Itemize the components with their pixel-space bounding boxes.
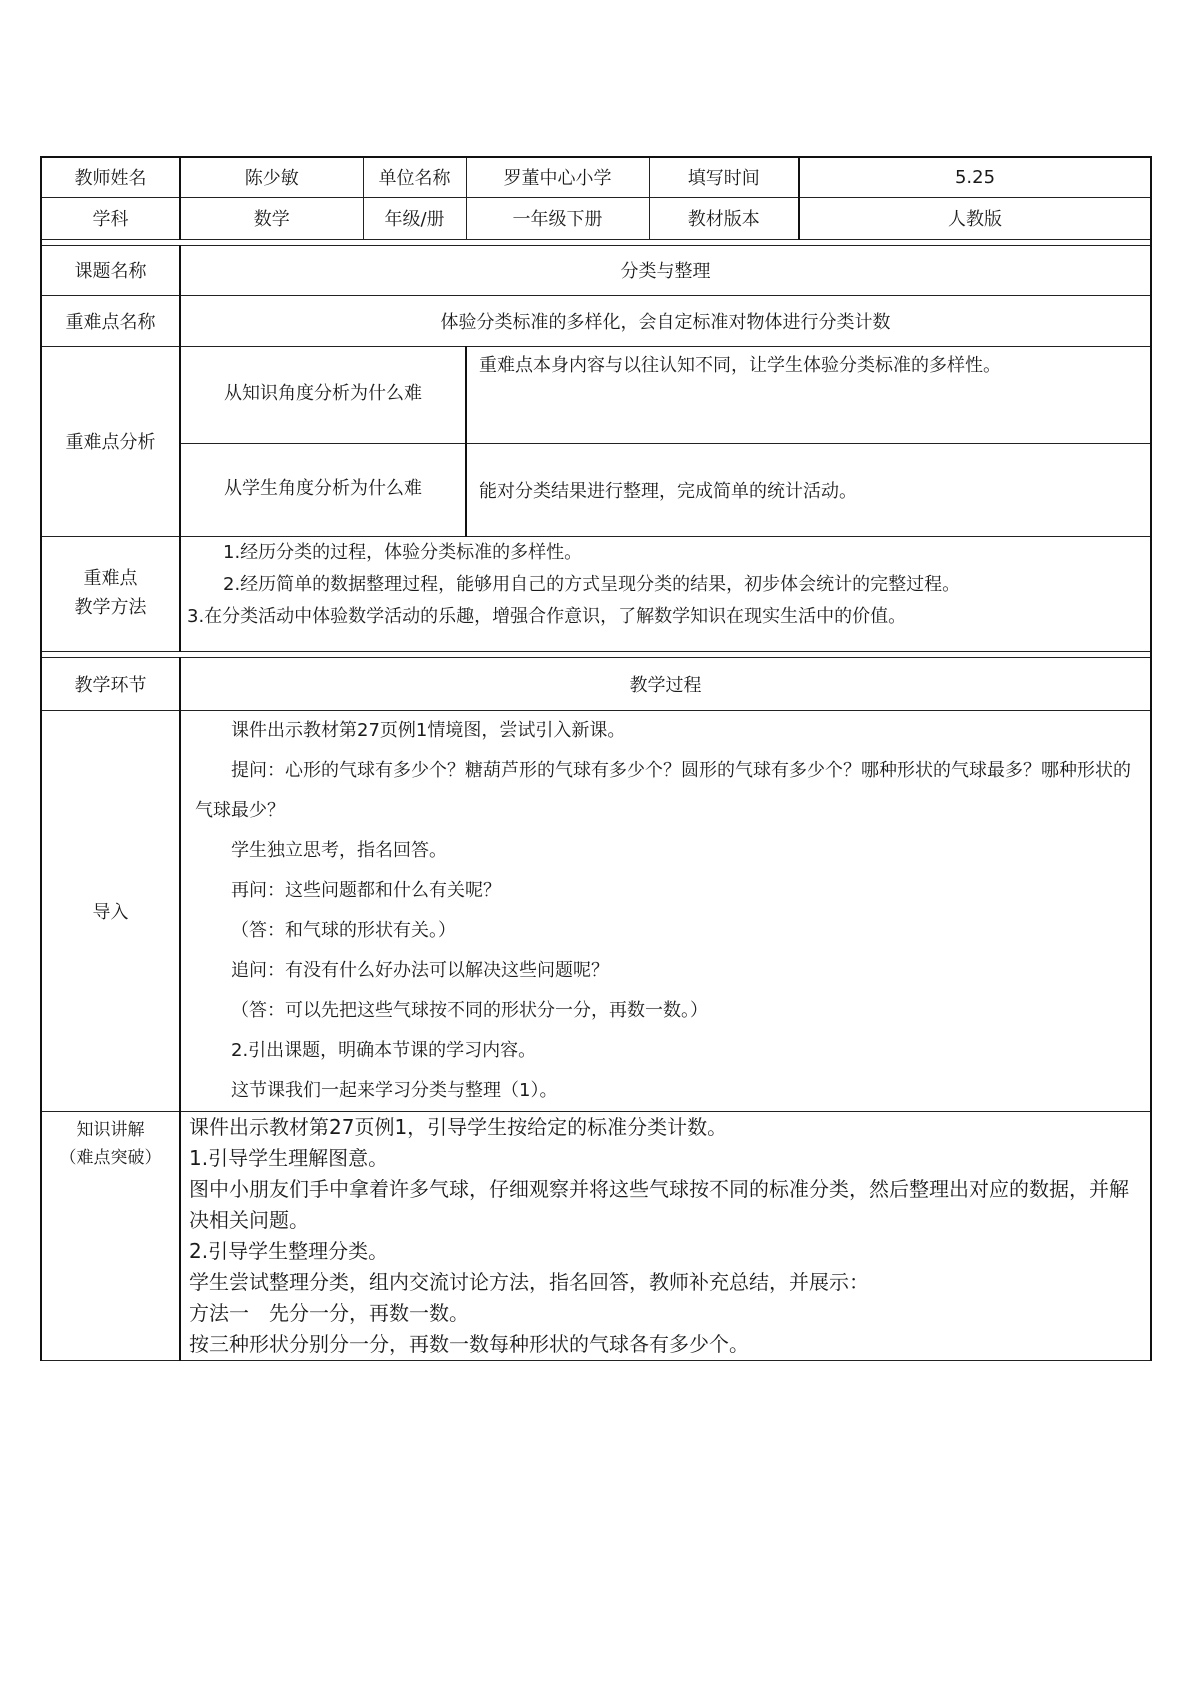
knowledge-line: 学生尝试整理分类，组内交流讨论方法，指名回答，教师补充总结，并展示： [189,1269,869,1294]
knowledge-line: 方法一 先分一分，再数一数。 [189,1300,469,1325]
knowledge-label-line2: （难点突破） [59,1147,162,1168]
student-angle-label: 从学生角度分析为什么难 [180,443,466,536]
knowledge-line: 课件出示教材第27页例1，引导学生按给定的标准分类计数。 [189,1114,728,1139]
stage-label: 教学环节 [41,657,180,710]
intro-line: 提问：心形的气球有多少个？糖葫芦形的气球有多少个？圆形的气球有多少个？哪种形状的气球最多？哪种形状的气球最少？ [195,759,1131,821]
date-value: 5.25 [799,157,1151,197]
methods-label [41,536,180,651]
intro-line: 这节课我们一起来学习分类与整理（1）。 [231,1079,558,1101]
grade-value: 一年级下册 [466,197,649,239]
knowledge-line: 图中小朋友们手中拿着许多气球，仔细观察并将这些气球按不同的标准分类，然后整理出对应的数据，并解决相关问题。 [189,1176,1129,1232]
intro-line: 2.引出课题，明确本节课的学习内容。 [231,1039,537,1061]
unit-label: 单位名称 [363,157,466,197]
knowledge-line: 1.引导学生理解图意。 [189,1145,389,1170]
method-item: 3.在分类活动中体验数学活动的乐趣，增强合作意识，了解数学知识在现实生活中的价值。 [187,605,907,627]
method-item: 2.经历简单的数据整理过程，能够用自己的方式呈现分类的结果，初步体会统计的完整过程。 [223,573,961,595]
edition-value: 人教版 [799,197,1151,239]
intro-line: 学生独立思考，指名回答。 [231,839,447,861]
intro-label: 导入 [41,710,180,1111]
intro-line: 追问：有没有什么好办法可以解决这些问题呢？ [231,959,609,981]
topic-label: 课题名称 [41,245,180,295]
methods-label-line1: 重难点 [83,567,138,589]
knowledge-angle-label: 从知识角度分析为什么难 [180,346,466,443]
subject-label: 学科 [41,197,180,239]
knowledge-angle-value: 重难点本身内容与以往认知不同，让学生体验分类标准的多样性。 [466,346,1151,443]
methods-content [180,536,1151,651]
intro-line: （答：和气球的形状有关。） [231,919,456,941]
intro-line: （答：可以先把这些气球按不同的形状分一分，再数一数。） [231,999,708,1021]
knowledge-line: 2.引导学生整理分类。 [189,1238,389,1263]
topic-value: 分类与整理 [180,245,1151,295]
teacher-value: 陈少敏 [180,157,363,197]
student-angle-value: 能对分类结果进行整理，完成简单的统计活动。 [466,443,1151,536]
grade-label: 年级/册 [363,197,466,239]
edition-label: 教材版本 [649,197,799,239]
teacher-label: 教师姓名 [41,157,180,197]
key-points-value: 体验分类标准的多样化，会自定标准对物体进行分类计数 [180,295,1151,346]
analysis-label: 重难点分析 [41,346,180,536]
process-label: 教学过程 [180,657,1151,710]
method-item: 1.经历分类的过程，体验分类标准的多样性。 [223,541,583,563]
intro-line: 再问：这些问题都和什么有关呢？ [231,879,501,901]
knowledge-content [180,1111,1151,1360]
methods-label-line2: 教学方法 [74,596,147,618]
date-label: 填写时间 [649,157,799,197]
knowledge-label [41,1111,180,1360]
knowledge-label-line1: 知识讲解 [76,1119,145,1140]
lesson-plan-sheet [40,156,1150,1361]
subject-value: 数学 [180,197,363,239]
knowledge-line: 按三种形状分别分一分，再数一数每种形状的气球各有多少个。 [189,1331,749,1356]
intro-content [180,710,1151,1111]
intro-line: 课件出示教材第27页例1情境图，尝试引入新课。 [231,719,626,741]
key-points-label: 重难点名称 [41,295,180,346]
lesson-plan-table [40,156,1152,1361]
unit-value: 罗董中心小学 [466,157,649,197]
